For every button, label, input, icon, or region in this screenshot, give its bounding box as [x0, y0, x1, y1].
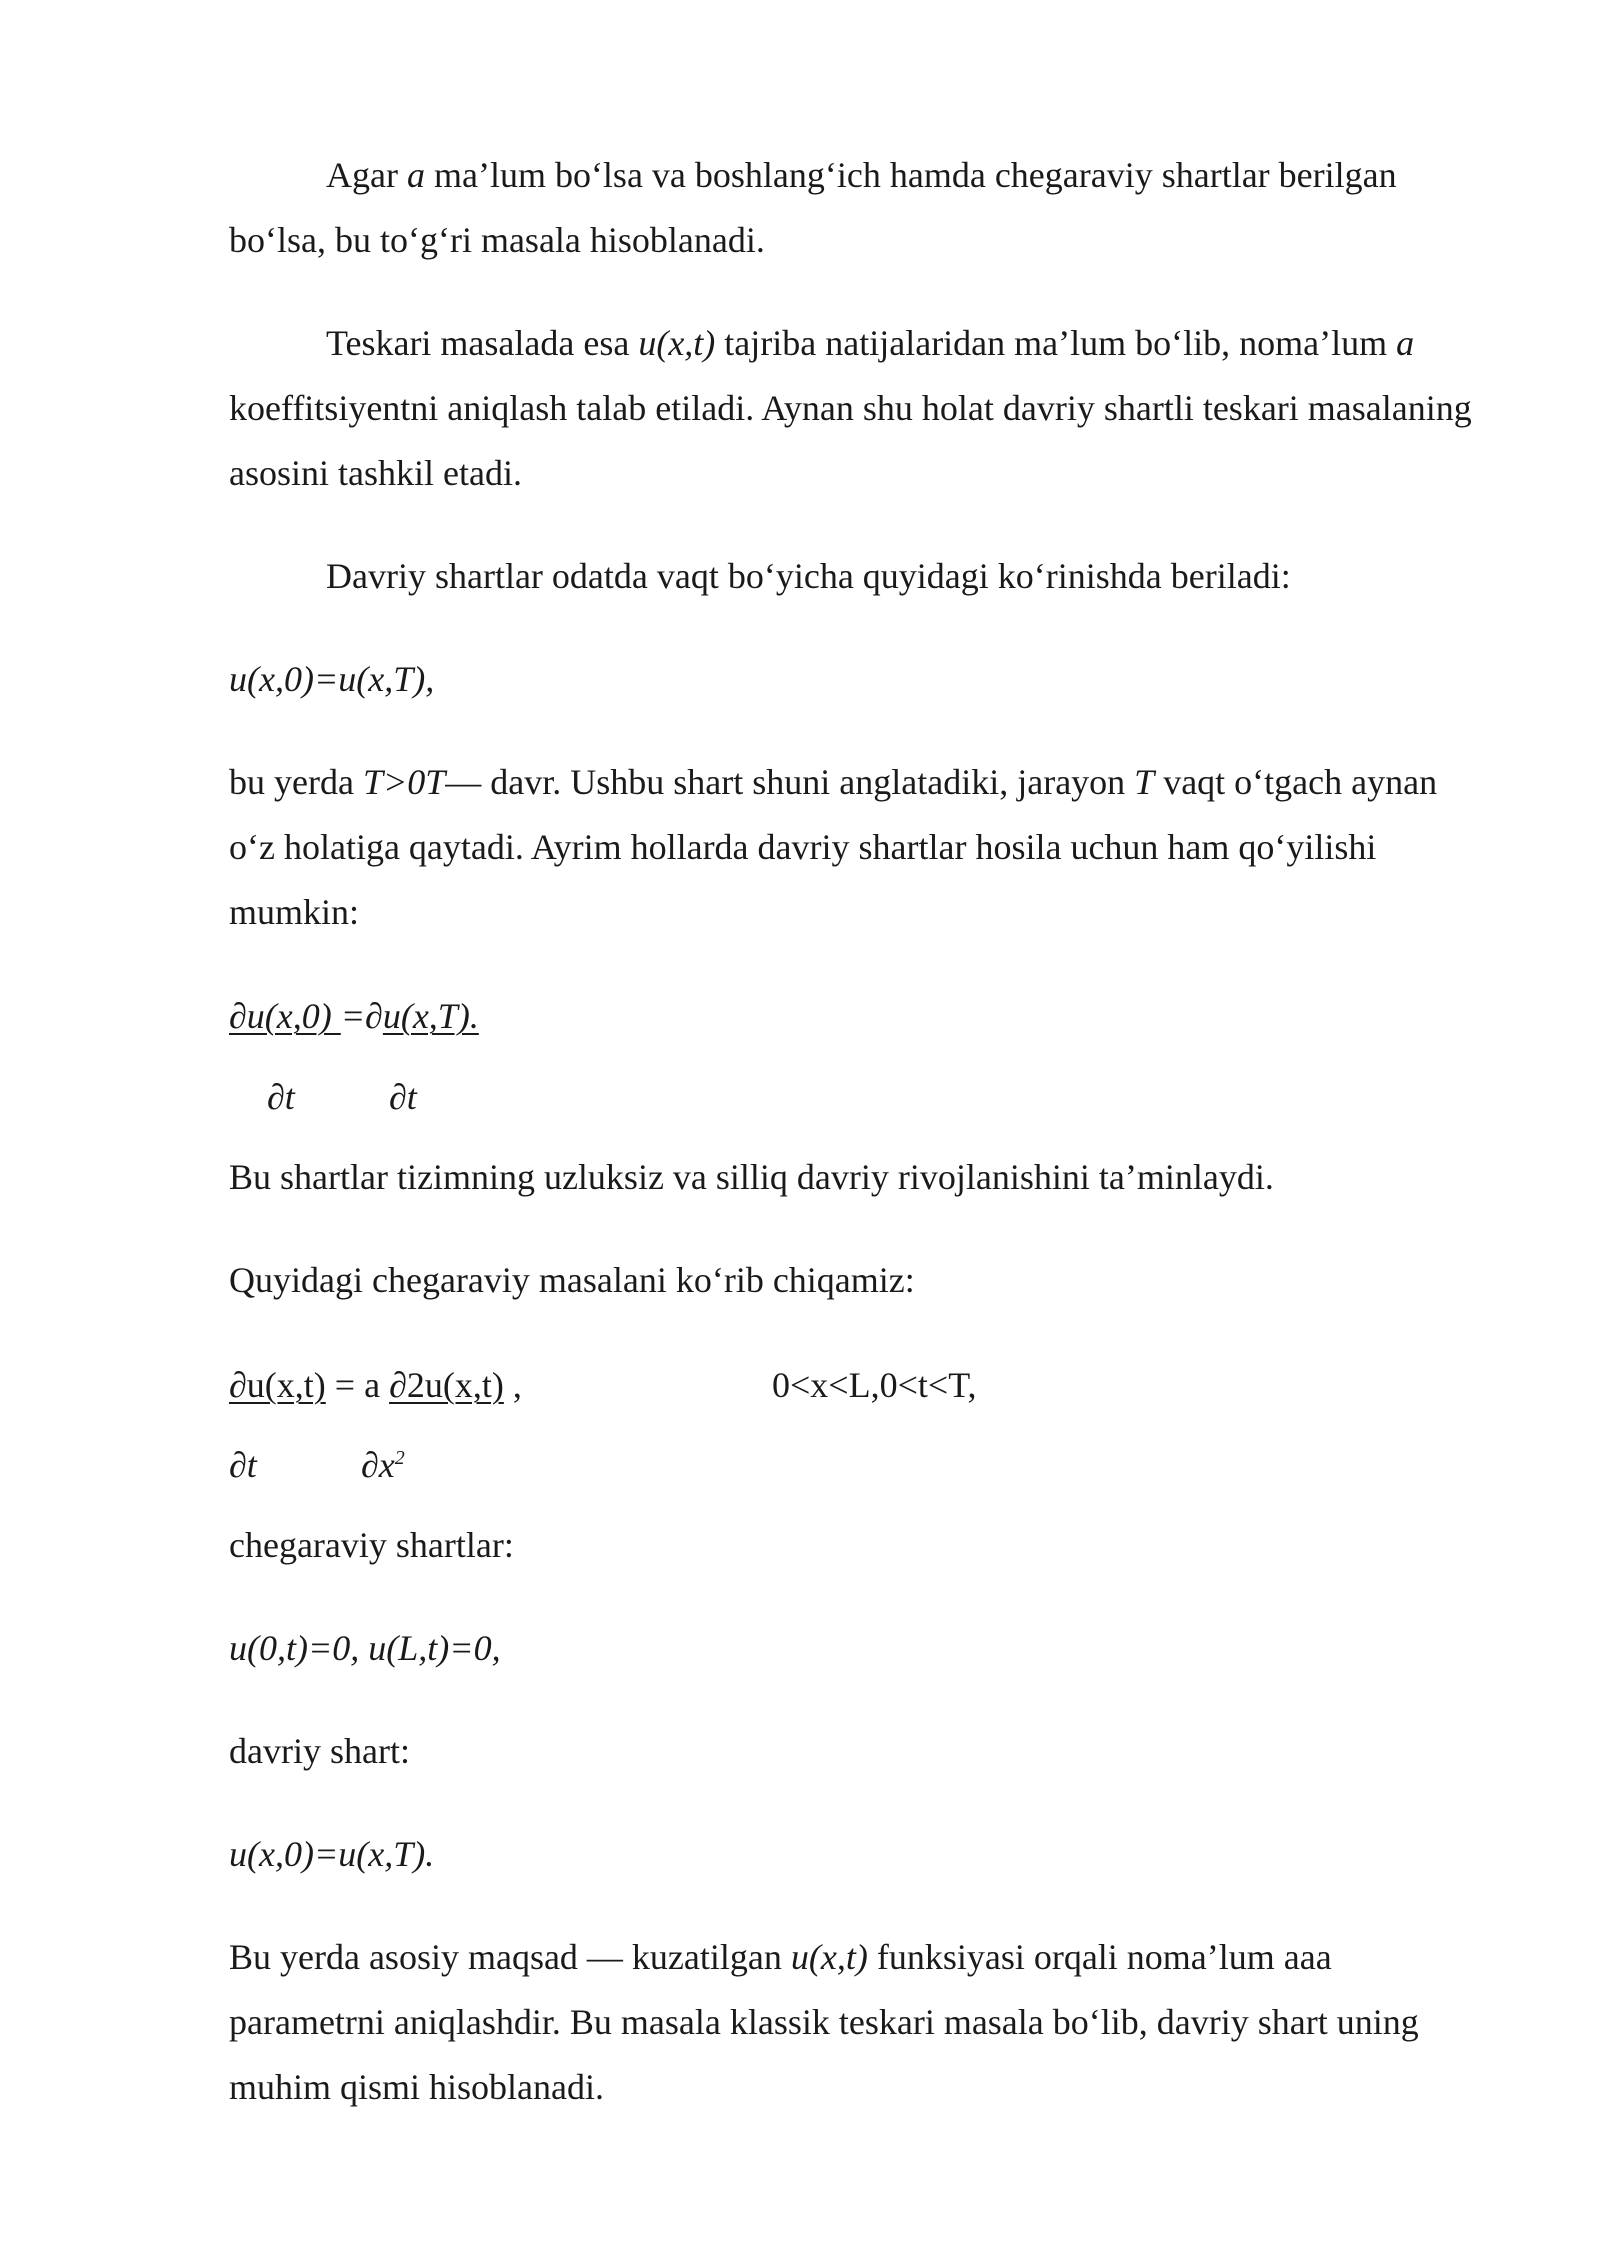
fraction-denominator	[361, 1445, 405, 1485]
text-run: vaqt o‘tgach aynan o‘z holatiga qaytadi. Ayrim hollarda davriy shartlar hosila uchun ham qo‘yilishi mumkin:	[229, 762, 1438, 932]
text-run: — davr. Ushbu shart shuni anglatadiki, jarayon	[445, 762, 1135, 802]
symbol-t-condition: T>0T	[362, 762, 446, 802]
comma: ,	[503, 1365, 522, 1405]
equals-partial: =∂	[340, 996, 383, 1036]
label-boundary-conditions: chegaraviy shartlar:	[229, 1525, 514, 1565]
equation-heat-numerator	[229, 1365, 522, 1405]
equals-a: = a	[325, 1365, 390, 1405]
label-periodic-condition: davriy shart:	[229, 1731, 410, 1771]
equation-periodic-condition: u(x,0)=u(x,T),	[229, 659, 435, 699]
fraction-numerator: ∂u(x,0)	[229, 996, 341, 1036]
equation-derivative-condition-numerator	[229, 996, 479, 1036]
equation-boundary-conditions: u(0,t)=0, u(L,t)=0,	[229, 1628, 501, 1668]
fraction-numerator: u(x,T).	[382, 996, 479, 1036]
paragraph-boundary-problem-intro: Quyidagi chegaraviy masalani ko‘rib chiqamiz:	[229, 1260, 915, 1300]
denominator-base: ∂x	[361, 1445, 395, 1485]
paragraph-period-explanation	[229, 750, 1491, 945]
symbol-a: a	[1396, 323, 1415, 363]
symbol-uxt: u(x,t)	[638, 323, 716, 363]
symbol-a: a	[406, 155, 425, 195]
paragraph-direct-problem	[229, 143, 1491, 273]
text-run: Teskari masalada esa	[326, 323, 639, 363]
fraction-denominator: ∂t	[267, 1077, 295, 1117]
text-run: Agar	[326, 155, 407, 195]
symbol-uxt: u(x,t)	[790, 1937, 868, 1977]
text-run: Bu yerda asosiy maqsad — kuzatilgan	[229, 1937, 791, 1977]
paragraph-inverse-problem	[229, 311, 1491, 506]
text-run: koeffitsiyentni aniqlash talab etiladi. Aynan shu holat davriy shartli teskari masalaning asosini tashkil etadi.	[229, 388, 1472, 493]
paragraph-smooth-development: Bu shartlar tizimning uzluksiz va silliq davriy rivojlanishini ta’minlaydi.	[229, 1157, 1274, 1197]
equation-domain: 0<x<L,0<t<T,	[772, 1365, 977, 1405]
text-run: bu yerda	[229, 762, 363, 802]
fraction-numerator: ∂2u(x,t)	[389, 1365, 504, 1405]
symbol-t: T	[1134, 762, 1155, 802]
fraction-denominator: ∂t	[389, 1077, 417, 1117]
fraction-denominator: ∂t	[229, 1445, 257, 1485]
text-run: ma’lum bo‘lsa va boshlang‘ich hamda chegaraviy shartlar berilgan bo‘lsa, bu to‘g‘ri masala hisoblanadi.	[229, 155, 1397, 260]
text-run: tajriba natijalaridan ma’lum bo‘lib, noma’lum	[715, 323, 1397, 363]
text-run: funksiyasi orqali noma’lum aaa parametrni aniqlashdir. Bu masala klassik teskari masala bo‘lib, davriy shart uning muhim qismi hisoblanadi.	[229, 1937, 1419, 2107]
paragraph-periodic-conditions: Davriy shartlar odatda vaqt bo‘yicha quyidagi ko‘rinishda beriladi:	[326, 556, 1291, 596]
exponent: 2	[394, 1447, 405, 1469]
fraction-numerator: ∂u(x,t)	[229, 1365, 326, 1405]
paragraph-main-goal	[229, 1925, 1491, 2120]
equation-periodic-condition-repeat: u(x,0)=u(x,T).	[229, 1834, 435, 1874]
